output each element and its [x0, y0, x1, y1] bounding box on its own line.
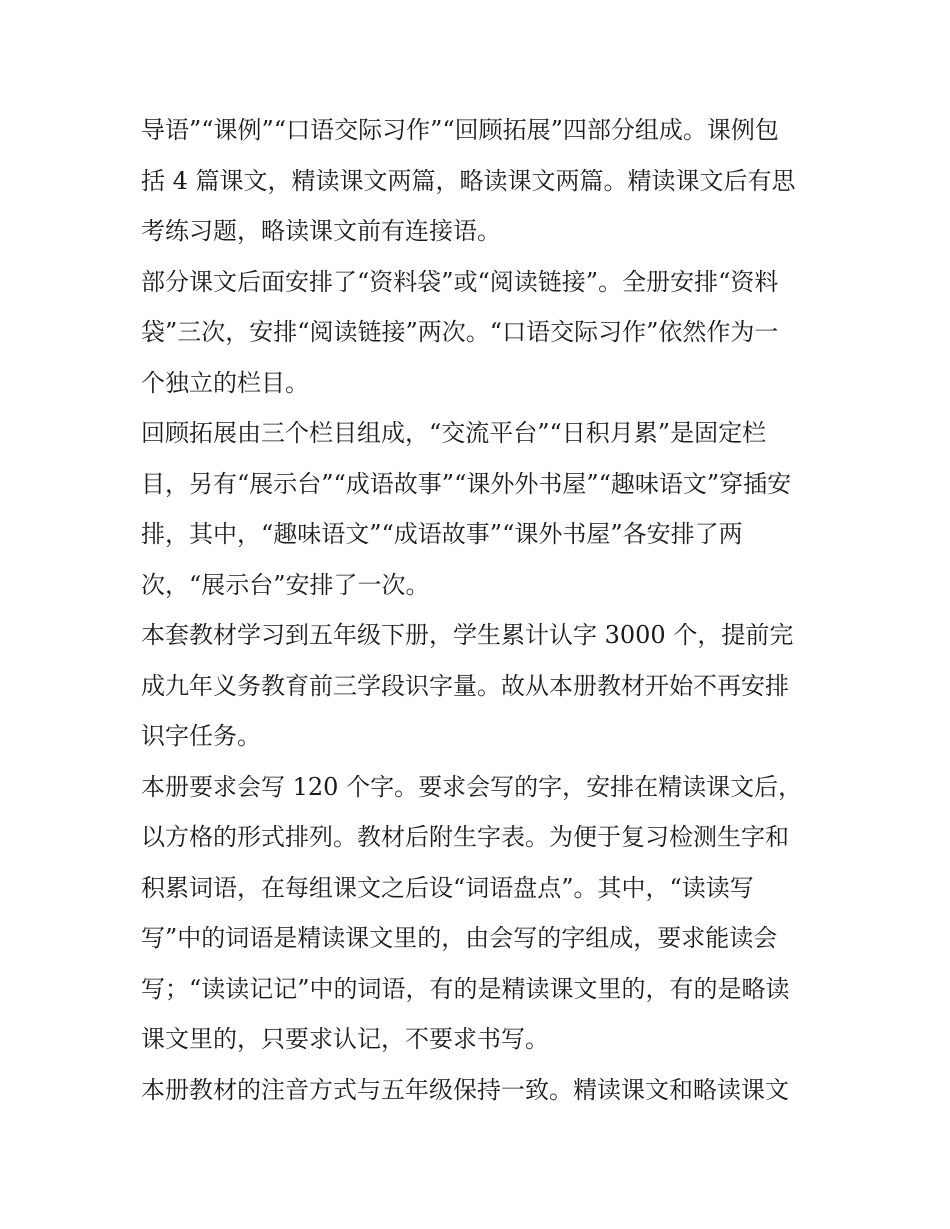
text-line: 写”中的词语是精读课文里的，由会写的字组成，要求能读会	[141, 924, 778, 952]
paragraph-structure	[141, 105, 821, 257]
text-line: 本套教材学习到五年级下册，学生累计认字 3000 个，提前完	[141, 621, 794, 649]
paragraph-literacy	[141, 610, 821, 762]
text-line: 括 4 篇课文，精读课文两篇，略读课文两篇。精读课文后有思	[141, 166, 796, 195]
text-line: 个独立的栏目。	[141, 368, 309, 397]
text-line: 识字任务。	[141, 722, 261, 750]
text-line: 目，另有“展示台”“成语故事”“课外外书屋”“趣味语文”穿插安	[141, 469, 792, 498]
paragraph-phonetic	[141, 1065, 821, 1116]
text-line: 积累词语，在每组课文之后设“词语盘点”。其中，“读读写	[141, 873, 754, 902]
text-line: 导语”“课例”“口语交际习作”“回顾拓展”四部分组成。课例包	[141, 116, 779, 144]
text-line: 成九年义务教育前三学段识字量。故从本册教材开始不再安排	[141, 671, 789, 700]
text-line: 排，其中，“趣味语文”“成语故事”“课外书屋”各安排了两	[141, 520, 743, 548]
text-line: 回顾拓展由三个栏目组成，“交流平台”“日积月累”是固定栏	[141, 419, 767, 447]
text-line: 袋”三次，安排“阅读链接”两次。“口语交际习作”依然作为一	[141, 318, 779, 346]
text-line: 写；“读读记记”中的词语，有的是精读课文里的，有的是略读	[141, 974, 790, 1003]
text-line: 考练习题，略读课文前有连接语。	[141, 217, 501, 245]
paragraph-writing-characters	[141, 762, 821, 1065]
paragraph-resources	[141, 257, 821, 409]
document-body	[141, 105, 821, 1115]
text-line: 本册教材的注音方式与五年级保持一致。精读课文和略读课文	[141, 1075, 789, 1104]
text-line: 本册要求会写 120 个字。要求会写的字，安排在精读课文后，	[141, 772, 803, 801]
text-line: 课文里的，只要求认记，不要求书写。	[141, 1025, 549, 1053]
paragraph-review-expansion	[141, 408, 821, 610]
text-line: 部分课文后面安排了“资料袋”或“阅读链接”。全册安排“资料	[141, 267, 779, 296]
text-line: 次，“展示台”安排了一次。	[141, 570, 430, 599]
text-line: 以方格的形式排列。教材后附生字表。为便于复习检测生字和	[141, 823, 789, 851]
